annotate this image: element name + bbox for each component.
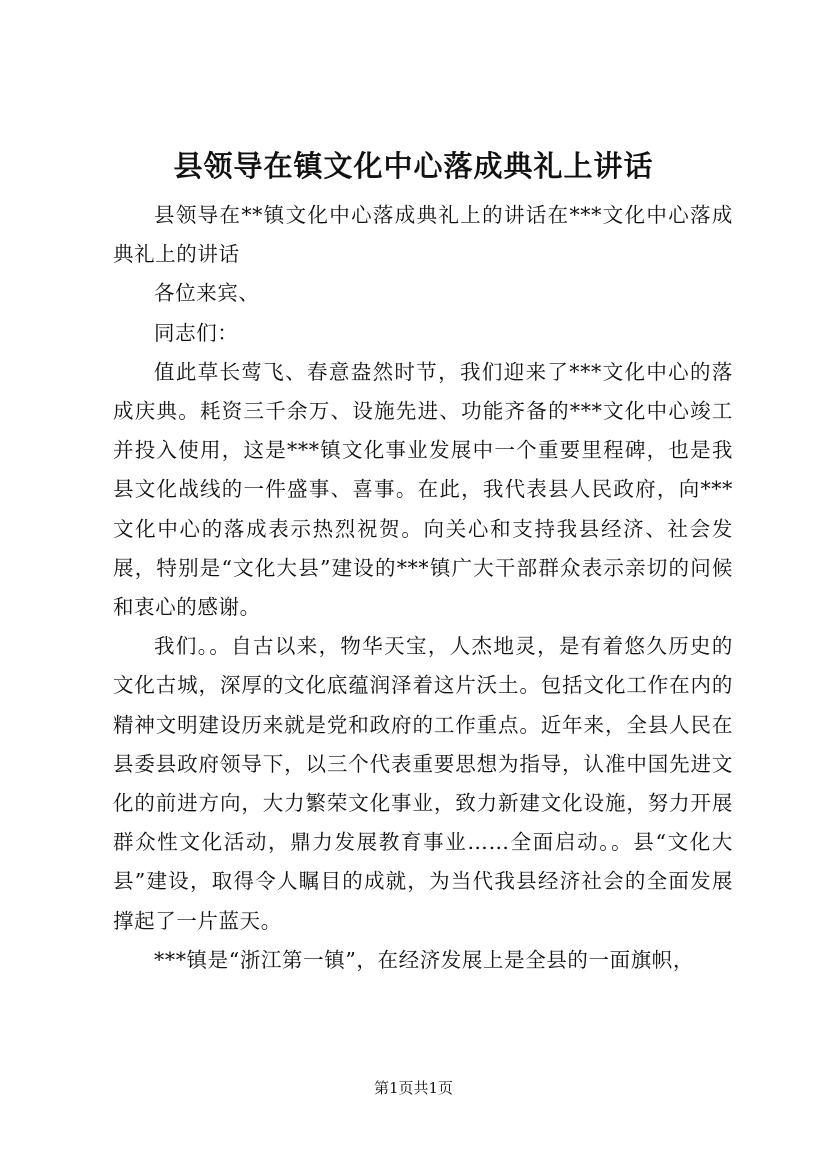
paragraph-town: ***镇是“浙江第一镇”，在经济发展上是全县的一面旗帜， xyxy=(154,947,695,972)
paragraph-history: 我们。。自古以来，物华天宝，人杰地灵，是有着悠久历史的文化古城，深厚的文化底蕴润泽着这片沃土。包括文化工作在内的精神文明建设历来就是党和政府的工作重点。近年来，全县人民在县委县政府领导下，以三个代表重要思想为指导，认准中国先进文化的前进方向，大力繁荣文化事业，致力新建文化设施，努力开展群众性文化活动，鼎力发展教育事业……全面启动。。县“文化大县”建设，取得令人瞩目的成就，为当代我县经济社会的全面发展撑起了一片蓝天。 xyxy=(113,634,733,933)
document-title: 县领导在镇文化中心落成典礼上讲话 xyxy=(173,149,654,183)
document-body xyxy=(113,196,733,980)
page-total: 共1页 xyxy=(413,1079,454,1097)
page-footer xyxy=(0,1078,827,1098)
paragraph-salutation-guests: 各位来宾、 xyxy=(154,281,260,306)
paragraph-intro: 县领导在**镇文化中心落成典礼上的讲话在***文化中心落成典礼上的讲话 xyxy=(113,203,733,267)
page-number: 第1页 xyxy=(373,1079,414,1097)
paragraph-salutation-comrades: 同志们： xyxy=(154,320,239,345)
paragraph-congratulations: 值此草长莺飞、春意盎然时节，我们迎来了***文化中心的落成庆典。耗资三千余万、设施先进、功能齐备的***文化中心竣工并投入使用，这是***镇文化事业发展中一个重要里程碑，也是我县文化战线的一件盛事、喜事。在此，我代表县人民政府，向***文化中心的落成表示热烈祝贺。向关心和支持我县经济、社会发展，特别是“文化大县”建设的***镇广大干部群众表示亲切的问候和衷心的感谢。 xyxy=(113,359,733,620)
